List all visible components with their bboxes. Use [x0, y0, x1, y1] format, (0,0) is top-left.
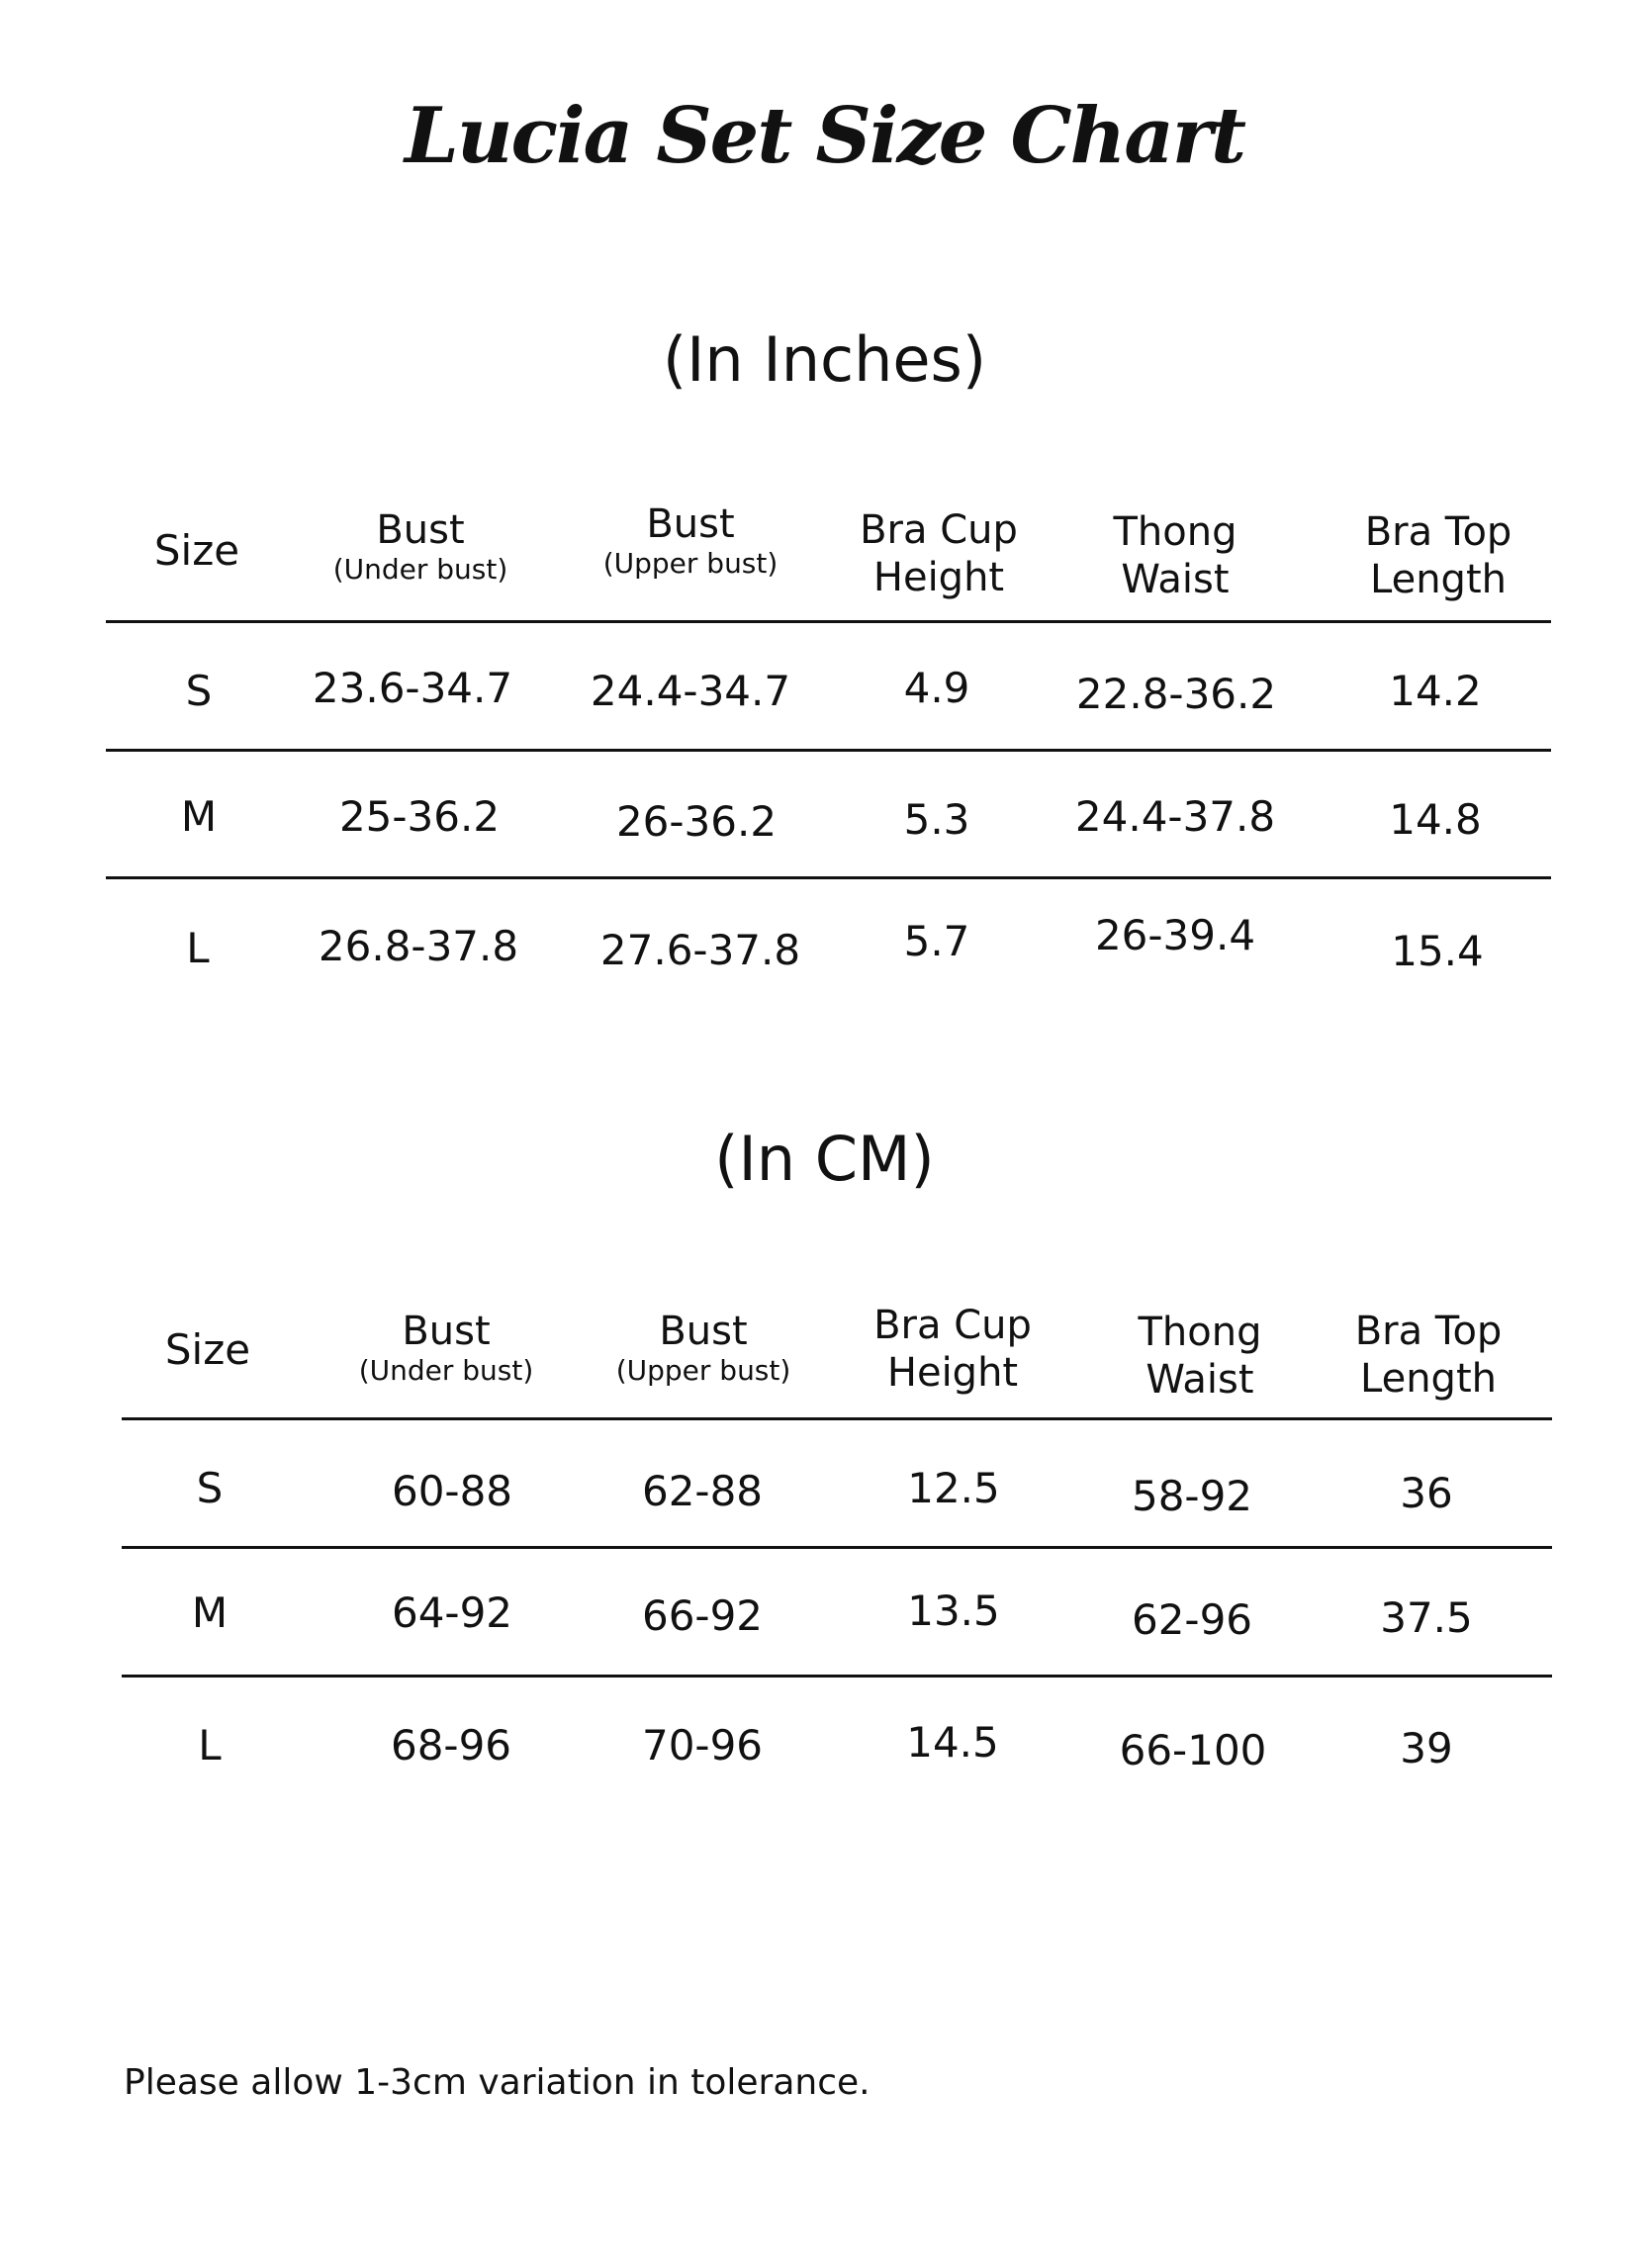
cell-thong: 66-100	[1119, 1726, 1267, 1774]
header-bust-under-main: Bust	[376, 507, 465, 553]
cell-bra-cup: 4.9	[903, 664, 970, 712]
cell-size: S	[185, 667, 213, 715]
header-bust-under-sub: (Under bust)	[358, 1354, 534, 1387]
cell-size: M	[180, 792, 218, 841]
header-thong	[1114, 508, 1237, 603]
header-bra-top-line1: Bra Top	[1354, 1309, 1503, 1354]
cell-size: L	[186, 924, 210, 972]
header-bust-upper-main: Bust	[659, 1309, 748, 1354]
header-thong	[1139, 1309, 1262, 1404]
cell-bust-under: 60-88	[391, 1467, 513, 1515]
cell-bust-under: 68-96	[390, 1721, 512, 1769]
header-bust-under	[359, 1308, 534, 1387]
header-thong-line1: Thong	[1113, 509, 1237, 555]
cell-bra-top: 14.2	[1389, 667, 1482, 715]
table-divider	[122, 1546, 1552, 1549]
table-divider	[106, 876, 1551, 879]
cell-bra-top: 14.8	[1389, 795, 1482, 844]
cell-bust-under: 64-92	[391, 1588, 513, 1637]
header-thong-line1: Thong	[1138, 1310, 1262, 1355]
header-bra-top	[1355, 1308, 1503, 1403]
cell-bra-cup: 14.5	[906, 1718, 999, 1767]
table-divider	[122, 1417, 1552, 1420]
tolerance-note: Please allow 1-3cm variation in tolerance.	[124, 2062, 870, 2103]
cell-thong: 62-96	[1131, 1595, 1253, 1644]
cell-size: S	[196, 1464, 224, 1512]
cell-bust-upper: 26-36.2	[615, 797, 778, 846]
table-divider	[106, 749, 1551, 752]
header-bust-under-sub: (Under bust)	[332, 553, 508, 586]
cell-bra-top: 39	[1400, 1724, 1453, 1772]
header-bra-cup	[873, 1302, 1032, 1397]
cell-bust-upper: 24.4-34.7	[590, 667, 791, 715]
cell-bust-upper: 62-88	[641, 1467, 764, 1515]
header-bra-top	[1365, 508, 1512, 603]
cell-bra-top: 37.5	[1380, 1593, 1473, 1642]
cell-thong: 58-92	[1131, 1472, 1253, 1520]
cell-bust-upper: 66-92	[641, 1591, 764, 1640]
cm-heading: (In CM)	[714, 1123, 935, 1195]
cell-thong: 22.8-36.2	[1075, 670, 1277, 718]
header-bra-top-line2: Length	[1360, 1356, 1497, 1402]
header-thong-line2: Waist	[1145, 1357, 1254, 1403]
cell-bra-cup: 5.7	[903, 917, 970, 965]
header-bust-upper	[603, 500, 779, 580]
cell-bust-upper: 70-96	[641, 1721, 764, 1769]
header-bra-top-line1: Bra Top	[1364, 509, 1512, 555]
header-bra-cup-line2: Height	[872, 555, 1005, 600]
table-divider	[106, 620, 1551, 623]
cell-bra-top: 36	[1400, 1469, 1453, 1517]
header-bust-under	[333, 506, 508, 586]
page-title: Lucia Set Size Chart	[404, 91, 1244, 181]
inches-heading: (In Inches)	[662, 323, 987, 396]
header-thong-line2: Waist	[1121, 557, 1230, 602]
cell-size: L	[198, 1721, 222, 1769]
cell-thong: 26-39.4	[1094, 911, 1256, 959]
header-bust-upper-sub: (Upper bust)	[615, 1354, 791, 1387]
header-bra-cup	[860, 506, 1018, 601]
header-size: Size	[164, 1325, 251, 1374]
cell-bust-under: 25-36.2	[338, 792, 501, 841]
cell-bust-upper: 27.6-37.8	[599, 926, 801, 974]
cell-bust-under: 26.8-37.8	[318, 922, 519, 970]
cell-size: M	[191, 1588, 229, 1637]
cell-bra-cup: 5.3	[903, 795, 970, 844]
table-divider	[122, 1675, 1552, 1678]
header-bra-cup-line1: Bra Cup	[873, 1303, 1032, 1348]
header-bra-top-line2: Length	[1370, 557, 1507, 602]
cell-bra-cup: 13.5	[907, 1587, 1000, 1635]
header-bust-upper-sub: (Upper bust)	[602, 547, 779, 580]
header-size: Size	[153, 526, 240, 575]
header-bra-cup-line1: Bra Cup	[860, 507, 1018, 553]
header-bra-cup-line2: Height	[886, 1350, 1019, 1396]
header-bust-upper-main: Bust	[646, 501, 735, 547]
cell-bra-top: 15.4	[1391, 927, 1484, 975]
cell-thong: 24.4-37.8	[1074, 792, 1276, 841]
cell-bust-under: 23.6-34.7	[312, 664, 513, 712]
cell-bra-cup: 12.5	[907, 1464, 1000, 1512]
header-bust-under-main: Bust	[402, 1309, 491, 1354]
header-bust-upper	[616, 1308, 791, 1387]
